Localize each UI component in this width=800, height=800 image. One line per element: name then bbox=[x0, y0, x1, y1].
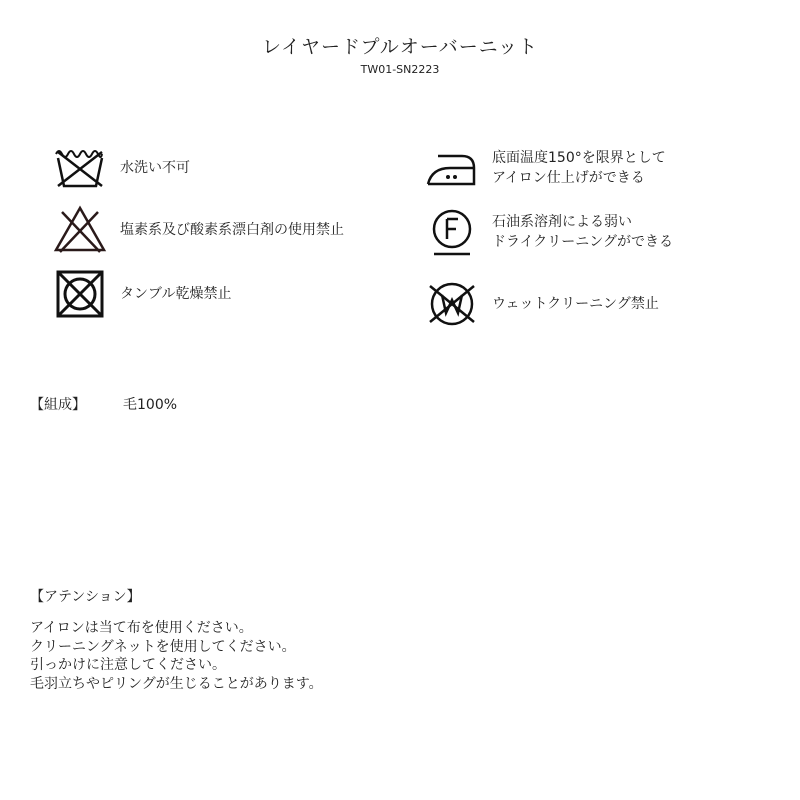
dryclean-label-line2: ドライクリーニングができる bbox=[492, 234, 674, 250]
attention-list bbox=[30, 619, 323, 693]
tumble-dry-prohibited-icon bbox=[52, 266, 108, 322]
care-item-dryclean bbox=[424, 204, 673, 260]
care-item-bleach bbox=[52, 202, 344, 258]
care-item-wash bbox=[52, 140, 190, 196]
iron-label-line2: アイロン仕上げができる bbox=[492, 170, 645, 186]
dryclean-label-line1: 石油系溶剤による弱い bbox=[492, 214, 632, 230]
composition-label: 【組成】 bbox=[30, 397, 86, 413]
dry-clean-f-icon bbox=[424, 204, 480, 260]
care-item-iron bbox=[424, 140, 666, 196]
attention-line: アイロンは当て布を使用ください。 bbox=[30, 620, 253, 636]
product-code: TW01-SN2223 bbox=[360, 63, 440, 76]
wash-prohibited-icon bbox=[52, 140, 108, 196]
care-item-wetclean bbox=[424, 276, 659, 332]
attention-heading: 【アテンション】 bbox=[30, 589, 141, 605]
wet-clean-prohibited-icon bbox=[424, 276, 480, 332]
wash-label: 水洗い不可 bbox=[120, 160, 190, 176]
wetclean-label: ウェットクリーニング禁止 bbox=[492, 296, 659, 312]
bleach-prohibited-icon bbox=[52, 202, 108, 258]
attention-line: 毛羽立ちやピリングが生じることがあります。 bbox=[30, 675, 323, 692]
bleach-label: 塩素系及び酸素系漂白剤の使用禁止 bbox=[120, 222, 344, 238]
iron-150-icon bbox=[424, 140, 480, 196]
composition-value: 毛100% bbox=[123, 397, 178, 413]
iron-label-line1: 底面温度150°を限界として bbox=[492, 150, 666, 166]
product-title: レイヤードプルオーバーニット bbox=[261, 36, 538, 58]
attention-line: 引っかけに注意してください。 bbox=[30, 657, 226, 673]
attention-line: クリーニングネットを使用してください。 bbox=[30, 638, 296, 655]
care-item-tumble bbox=[52, 266, 231, 322]
tumble-label: タンブル乾燥禁止 bbox=[120, 286, 232, 302]
